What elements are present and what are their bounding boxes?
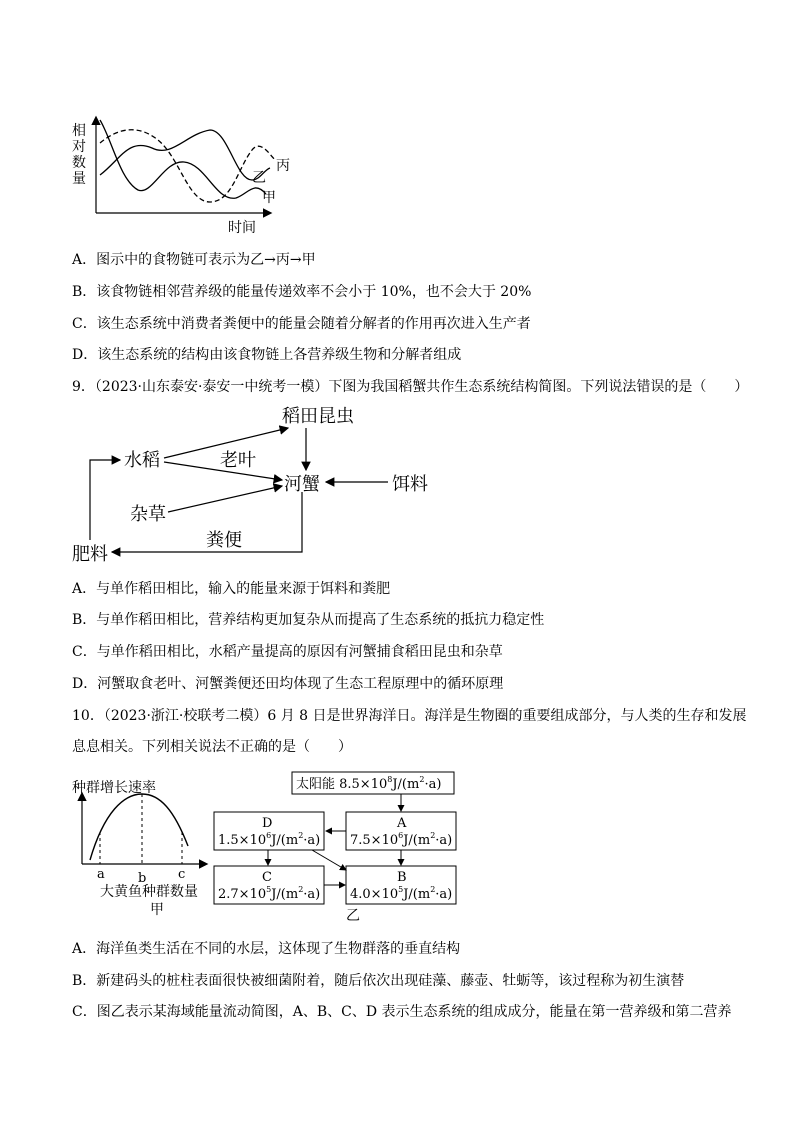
q10-stem-line2: 息息相关。下列相关说法不正确的是（ ） (72, 739, 352, 755)
node-weeds: 杂草 (130, 504, 166, 525)
x-axis-label: 时间 (228, 220, 256, 236)
x-axis-label: 大黄鱼种群数量 (100, 884, 198, 900)
box-d-letter: D (262, 816, 273, 831)
tick-b: b (138, 871, 147, 886)
label-feces: 粪便 (206, 530, 242, 551)
y-axis-label: 种群增长速率 (72, 780, 156, 796)
q9-option-c: C．与单作稻田相比，水稻产量提高的原因有河蟹捕食稻田昆虫和杂草 (72, 644, 503, 660)
node-fertilizer: 肥料 (72, 544, 108, 565)
box-a-letter: A (397, 816, 407, 831)
q8-option-d: D．该生态系统的结构由该食物链上各营养级生物和分解者组成 (72, 347, 462, 363)
box-d-value: $1.5\times 10^6J/(m^2\cdot a)$ (218, 831, 321, 848)
population-growth-rate-graph (70, 772, 220, 922)
box-a-value: $7.5\times 10^6J/(m^2\cdot a)$ (350, 831, 453, 848)
node-rice: 水稻 (124, 450, 160, 471)
curve-yi (100, 130, 270, 180)
label-yi: 乙 (252, 170, 266, 186)
q8-option-b: B．该食物链相邻营养级的能量传递效率不会小于 10%，也不会大于 20% (72, 284, 532, 300)
box-c-value: $2.7\times 10^5J/(m^2\cdot a)$ (218, 885, 321, 902)
q8-option-c: C．该生态系统中消费者粪便中的能量会随着分解者的作用再次进入生产者 (72, 316, 531, 332)
node-rice-insects: 稻田昆虫 (282, 406, 354, 427)
rice-crab-ecosystem-diagram (70, 400, 450, 568)
caption-jia: 甲 (150, 902, 164, 918)
q9-option-d: D．河蟹取食老叶、河蟹粪便还田均体现了生态工程原理中的循环原理 (72, 676, 504, 692)
label-jia: 甲 (262, 190, 276, 206)
q9-stem: 9．（2023·山东泰安·泰安一中统考一模）下图为我国稻蟹共作生态系统结构简图。下列说法错误的是（ ） (72, 379, 749, 395)
y-axis-label-1: 相 (72, 123, 86, 139)
q9-option-a: A．与单作稻田相比，输入的能量来源于饵料和粪肥 (72, 581, 391, 597)
q10-option-b: B．新建码头的桩柱表面很快被细菌附着，随后依次出现硅藻、藤壶、牡蛎等，该过程称为初生演替 (72, 973, 685, 989)
arrow-weeds-to-crab (168, 486, 282, 512)
label-old-leaves: 老叶 (220, 450, 256, 471)
arrow-fertilizer-to-rice (90, 460, 120, 540)
growth-rate-curve (90, 794, 188, 860)
tick-c: c (178, 867, 186, 882)
node-crab: 河蟹 (284, 474, 320, 495)
arrow-d-to-b (312, 850, 346, 870)
q10-option-c: C．图乙表示某海域能量流动简图，A、B、C、D 表示生态系统的组成成分，能量在第一营养级和第二营养 (72, 1004, 732, 1020)
y-axis-label-4: 量 (72, 171, 86, 187)
caption-yi: 乙 (346, 908, 360, 924)
box-b-letter: B (397, 870, 407, 885)
box-b-value: $4.0\times 10^5J/(m^2\cdot a)$ (350, 885, 453, 902)
food-chain-population-graph (60, 110, 300, 240)
energy-flow-diagram (212, 766, 462, 926)
q10-option-a: A．海洋鱼类生活在不同的水层，这体现了生物群落的垂直结构 (72, 941, 461, 957)
curve-jia (100, 120, 266, 198)
tick-a: a (97, 867, 105, 882)
sun-label: 太阳能 $8.5\times 10^8J/(m^2\cdot a)$ (296, 775, 442, 792)
node-feed: 饵料 (392, 474, 428, 495)
q8-option-a: A．图示中的食物链可表示为乙→丙→甲 (72, 252, 316, 268)
q9-option-b: B．与单作稻田相比，营养结构更加复杂从而提高了生态系统的抵抗力稳定性 (72, 612, 545, 628)
y-axis-label-2: 对 (72, 139, 86, 155)
box-c-letter: C (262, 870, 272, 885)
q10-stem-line1: 10．（2023·浙江·校联考二模）6 月 8 日是世界海洋日。海洋是生物圈的重要组成部分，与人类的生存和发展 (72, 708, 747, 724)
y-axis-label-3: 数 (72, 155, 86, 171)
label-bing: 丙 (276, 158, 290, 174)
